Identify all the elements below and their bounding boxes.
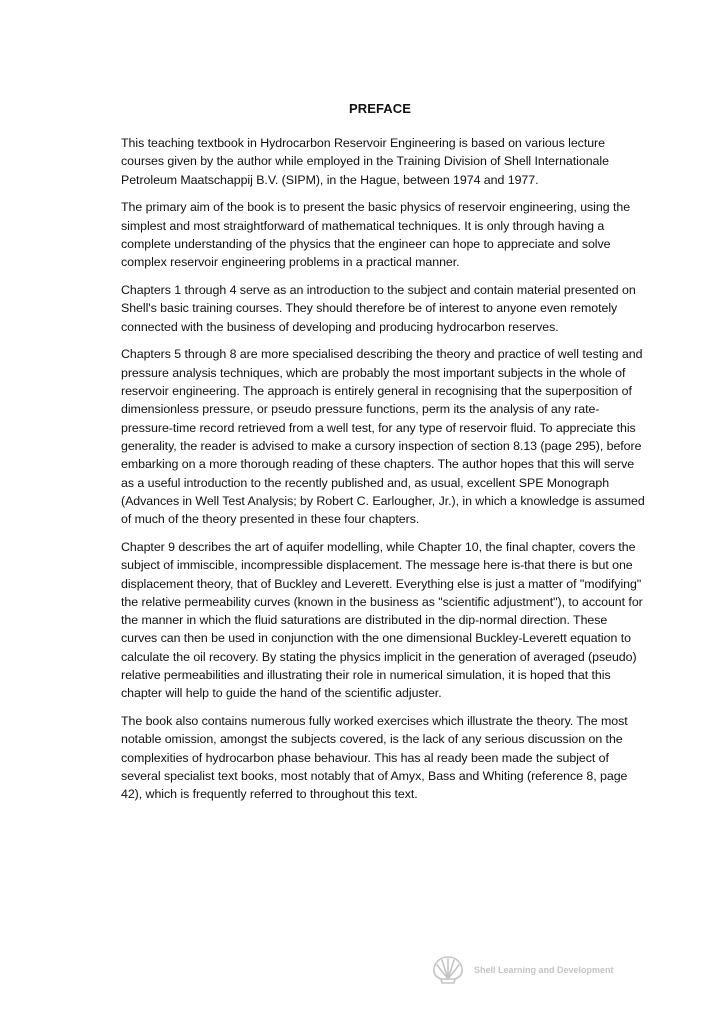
preface-body — [121, 134, 646, 813]
paragraph: Chapter 9 describes the art of aquifer modelling, while Chapter 10, the final chapter, covers the subject of immiscible, incompressible displacement. The message here is-that there is but one displacement theory, that of Buckley and Leverett. Everything else is just a matter of "modifying" the relative permeability curves (known in the business as "scientific adjustment"), to account for the manner in which the fluid saturations are distributed in the dip-normal direction. These curves can then be used in conjunction with the one dimensional Buckley-Leverett equation to calculate the oil recovery. By stating the physics implicit in the generation of averaged (pseudo) relative permeabilities and illustrating their role in numerical simulation, it is hoped that this chapter will help to guide the hand of the scientific adjuster. — [121, 539, 643, 701]
paragraph: Chapters 5 through 8 are more specialised describing the theory and practice of well testing and pressure analysis techniques, which are probably the most important subjects in the whole of reservoir engineering. The approach is entirely general in recognising that the superposition of dimensionless pressure, or pseudo pressure functions, perm its the analysis of any rate-pressure-time record retrieved from a well test, for any type of reservoir fluid. To appreciate this generality, the reader is advised to make a cursory inspection of section 8.13 (page 295), before embarking on a more thorough reading of these chapters. The author hopes that this will serve as a useful introduction to the recently published and, as usual, excellent SPE Monograph (Advances in Well Test Analysis; by Robert C. Earlougher, Jr.), in which a knowledge is assumed of much of the theory presented in these four chapters. — [121, 347, 645, 527]
footer-logo — [431, 955, 614, 985]
shell-pecten-icon — [431, 955, 465, 985]
paragraph: This teaching textbook in Hydrocarbon Reservoir Engineering is based on various lecture courses given by the author while employed in the Training Division of Shell Internationale Petroleum Maatschappij B.V. (SIPM), in the Hague, between 1974 and 1977. — [121, 136, 609, 187]
paragraph: Chapters 1 through 4 serve as an introduction to the subject and contain material presented on Shell's basic training courses. They should therefore be of interest to anyone even remotely connected with the business of developing and producing hydrocarbon reserves. — [121, 283, 636, 334]
footer-text: Shell Learning and Development — [474, 965, 614, 975]
page-title: PREFACE — [348, 101, 412, 116]
paragraph: The primary aim of the book is to present the basic physics of reservoir engineering, using the simplest and most straightforward of mathematical techniques. It is only through having a complete understanding of the physics that the engineer can hope to appreciate and solve complex reservoir engineering problems in a practical manner. — [121, 200, 631, 270]
paragraph: The book also contains numerous fully worked exercises which illustrate the theory. The most notable omission, amongst the subjects covered, is the lack of any serious discussion on the complexities of hydrocarbon phase behaviour. This has al ready been made the subject of several specialist text books, most notably that of Amyx, Bass and Whiting (reference 8, page 42), which is frequently referred to throughout this text. — [121, 714, 628, 802]
